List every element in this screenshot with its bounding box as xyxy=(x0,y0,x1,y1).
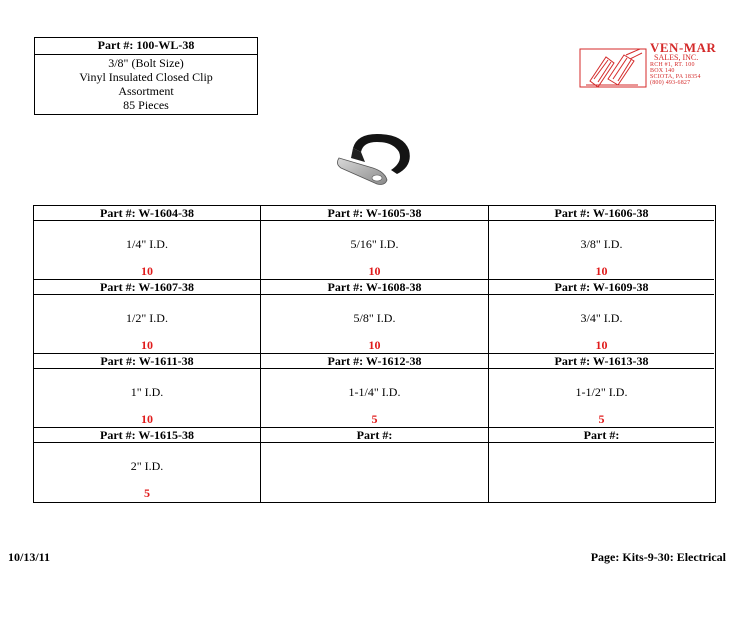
kit-bolt-size: 3/8" (Bolt Size) xyxy=(108,56,184,70)
part-cell xyxy=(34,428,261,502)
part-cell xyxy=(261,206,489,280)
part-size: 2" I.D. xyxy=(130,459,164,473)
part-size: 1/4" I.D. xyxy=(126,237,168,251)
parts-table xyxy=(33,205,716,503)
part-quantity: 10 xyxy=(595,338,608,352)
part-size: 3/4" I.D. xyxy=(580,311,623,325)
part-number: Part #: xyxy=(261,428,488,443)
part-cell xyxy=(34,354,261,428)
footer-page-label: Page: Kits-9-30: Electrical xyxy=(590,550,726,564)
part-size: 5/8" I.D. xyxy=(353,311,396,325)
company-address-1: RCH #1, RT. 100 xyxy=(650,62,695,68)
part-cell xyxy=(489,428,714,502)
part-number: Part #: W-1609-38 xyxy=(489,280,714,295)
vinyl-clip-icon xyxy=(333,128,417,188)
part-size: 1/2" I.D. xyxy=(126,311,168,325)
part-cell xyxy=(261,280,489,354)
part-quantity: 5 xyxy=(598,412,605,426)
company-address-2: BOX 140 xyxy=(650,68,675,74)
bolt-logo-icon xyxy=(578,41,648,95)
part-size: 1-1/4" I.D. xyxy=(348,385,401,399)
part-cell xyxy=(489,354,714,428)
part-number: Part #: W-1612-38 xyxy=(261,354,488,369)
part-cell xyxy=(489,206,714,280)
kit-type: Assortment xyxy=(118,84,174,98)
part-number: Part #: W-1608-38 xyxy=(261,280,488,295)
part-number: Part #: W-1604-38 xyxy=(34,206,260,221)
kit-part-number: Part #: 100-WL-38 xyxy=(35,38,257,55)
part-size: 1-1/2" I.D. xyxy=(575,385,628,399)
kit-header-box xyxy=(34,37,258,115)
kit-description xyxy=(35,55,257,114)
company-address-3: SCIOTA, PA 18354 xyxy=(650,74,701,80)
part-number: Part #: W-1611-38 xyxy=(34,354,260,369)
part-size: 3/8" I.D. xyxy=(580,237,623,251)
part-cell xyxy=(261,428,489,502)
kit-product-name: Vinyl Insulated Closed Clip xyxy=(79,70,213,84)
part-number: Part #: W-1607-38 xyxy=(34,280,260,295)
part-quantity: 10 xyxy=(595,264,608,278)
kit-piece-count: 85 Pieces xyxy=(123,98,169,112)
company-logo xyxy=(578,41,728,95)
part-number: Part #: W-1613-38 xyxy=(489,354,714,369)
part-quantity: 10 xyxy=(141,412,153,426)
company-name: VEN-MAR xyxy=(650,40,717,55)
company-phone: (800) 493-6827 xyxy=(650,80,691,86)
part-cell xyxy=(34,280,261,354)
part-number: Part #: W-1605-38 xyxy=(261,206,488,221)
part-number: Part #: xyxy=(489,428,714,443)
company-sub: SALES, INC. xyxy=(654,53,699,62)
part-quantity: 10 xyxy=(141,338,153,352)
part-quantity: 5 xyxy=(371,412,378,426)
part-size: 5/16" I.D. xyxy=(350,237,399,251)
part-number: Part #: W-1615-38 xyxy=(34,428,260,443)
part-quantity: 10 xyxy=(141,264,153,278)
part-cell xyxy=(489,280,714,354)
part-cell xyxy=(34,206,261,280)
part-quantity: 5 xyxy=(144,486,150,500)
part-quantity: 10 xyxy=(368,264,381,278)
part-number: Part #: W-1606-38 xyxy=(489,206,714,221)
part-cell xyxy=(261,354,489,428)
part-size: 1" I.D. xyxy=(130,385,164,399)
footer-date: 10/13/11 xyxy=(8,550,51,564)
part-quantity: 10 xyxy=(368,338,381,352)
